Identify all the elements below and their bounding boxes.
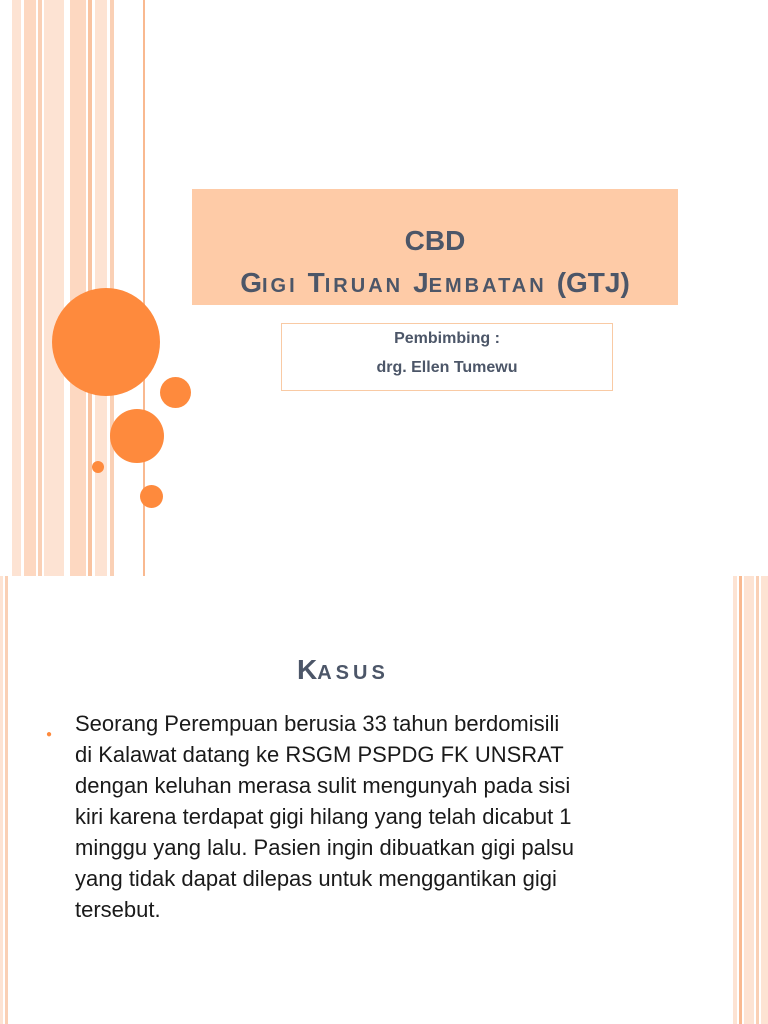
decor-stripe: [744, 576, 754, 1024]
decor-circle-small: [92, 461, 104, 473]
case-line: kiri karena terdapat gigi hilang yang telah dicabut 1: [75, 804, 572, 829]
kasus-title-rest: ASUS: [317, 662, 389, 684]
title-suffix: (GTJ): [556, 267, 630, 298]
decor-stripe: [756, 576, 759, 1024]
decor-stripe: [12, 0, 21, 576]
title-word-rest: EMBATAN: [428, 275, 547, 297]
decor-stripe: [24, 0, 36, 576]
case-description: [75, 708, 675, 925]
title-word-initial: T: [307, 267, 325, 298]
decor-stripe: [761, 576, 768, 1024]
decor-stripe: [88, 0, 92, 576]
case-line: tersebut.: [75, 897, 161, 922]
case-line: minggu yang lalu. Pasien ingin dibuatkan gigi palsu: [75, 835, 575, 860]
title-word-initial: J: [413, 267, 429, 298]
decor-stripe: [0, 576, 3, 1024]
subtitle-name: drg. Ellen Tumewu: [376, 359, 518, 376]
kasus-title-initial: K: [297, 654, 318, 685]
title-word-rest: IGI: [261, 275, 298, 297]
case-line: yang tidak dapat dilepas untuk menggantikan gigi: [75, 866, 557, 891]
title-box: [192, 189, 678, 305]
decor-stripe: [44, 0, 64, 576]
decor-circle-large: [52, 288, 160, 396]
kasus-title: [297, 654, 389, 686]
decor-circle: [110, 409, 164, 463]
decor-stripe: [733, 576, 737, 1024]
decor-circle: [160, 377, 191, 408]
decor-stripe: [739, 576, 742, 1024]
title-line-2: [192, 267, 678, 302]
title-line-1: CBD: [404, 225, 466, 256]
decor-circle: [140, 485, 163, 508]
decor-stripe: [38, 0, 42, 576]
kasus-slide: [0, 576, 768, 1024]
subtitle-box: [281, 323, 613, 391]
subtitle-label: Pembimbing :: [394, 330, 500, 347]
case-line: dengan keluhan merasa sulit mengunyah pada sisi: [75, 773, 571, 798]
title-word-initial: G: [240, 267, 262, 298]
case-line: di Kalawat datang ke RSGM PSPDG FK UNSRAT: [75, 742, 564, 767]
decor-stripe: [5, 576, 8, 1024]
title-word-rest: IRUAN: [324, 275, 404, 297]
bullet-dot-icon: ●: [46, 729, 53, 740]
decor-stripe: [70, 0, 86, 576]
case-line: Seorang Perempuan berusia 33 tahun berdomisili: [75, 711, 560, 736]
